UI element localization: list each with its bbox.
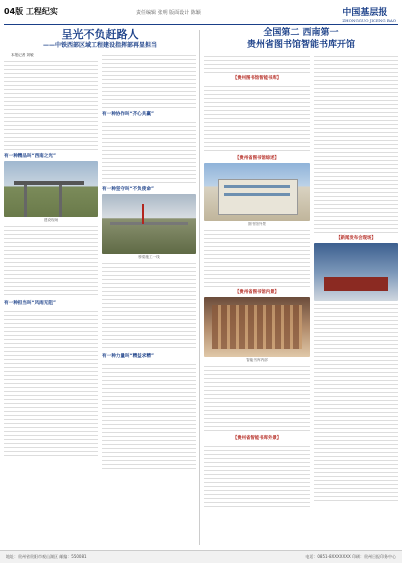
section-heading: 【贵州图书馆智能书库】 <box>232 76 282 81</box>
section-heading: 【贵州省图书馆内景】 <box>235 290 279 295</box>
section-heading: 有一种协作叫“齐心共赢” <box>102 112 154 117</box>
photo-caption: 建设现场 <box>43 218 59 223</box>
photo-caption: 智能书库内部 <box>246 358 268 362</box>
section-heading: 【新闻发布会现场】 <box>336 236 376 241</box>
left-title: 呈光不负赶路人 <box>61 28 139 41</box>
body-text <box>204 227 310 287</box>
body-text <box>102 361 196 471</box>
body-text <box>204 363 310 433</box>
construction-photo <box>4 161 98 217</box>
body-text <box>102 119 196 183</box>
footer-address: 地址：贵州省贵阳市观山湖区 邮编：550081 <box>6 554 87 559</box>
body-text <box>4 58 98 150</box>
right-subtitle: 贵州省图书馆智能书库开馆 <box>246 40 355 50</box>
body-text <box>102 260 196 350</box>
body-text <box>4 223 98 297</box>
library-exterior-photo <box>204 163 310 221</box>
body-text <box>204 83 310 153</box>
body-text <box>314 301 398 501</box>
body-text <box>204 443 310 509</box>
library-interior-photo <box>204 297 310 357</box>
section-heading: 【贵州省图书馆综述】 <box>235 156 279 161</box>
page-tag: 04版 工程纪实 <box>4 7 58 16</box>
section-heading: 有一种精品叫“西南之光” <box>4 154 56 160</box>
photo-caption: 图书馆外景 <box>248 222 266 226</box>
byline: 本报记者 刘敏 <box>11 53 34 57</box>
page-header <box>0 0 402 26</box>
bridge-photo <box>102 194 196 254</box>
left-subtitle: ——中铁西部区域工程建设指挥部再显担当 <box>42 42 157 49</box>
body-text <box>4 308 98 458</box>
body-text <box>102 52 196 108</box>
photo-caption: 桥梁施工一线 <box>138 255 160 259</box>
section-heading: 有一种担当叫“风雨无阻” <box>4 301 56 307</box>
right-title: 全国第二 西南第一 <box>263 28 339 38</box>
section-heading: 有一种力量叫“精益求精” <box>102 354 154 359</box>
press-conference-photo <box>314 243 398 301</box>
page-footer <box>0 550 402 563</box>
column-divider <box>199 30 200 545</box>
body-text <box>204 53 310 73</box>
left-article <box>4 28 196 471</box>
section-heading: 【贵州省智能书库外景】 <box>232 436 282 441</box>
newspaper-logo: 中国基层报 ZHONGGUO JICENG BAO <box>342 8 396 23</box>
editor-info: 责任编辑 张明 版面设计 陈颖 <box>136 10 201 16</box>
footer-contact: 电话：0851-8XXXXXXX 印刷：贵州日报印务中心 <box>305 554 396 559</box>
header-divider <box>4 24 398 25</box>
body-text <box>314 53 398 233</box>
section-heading: 有一种坚守叫“不负使命” <box>102 187 154 192</box>
right-article <box>204 28 398 509</box>
